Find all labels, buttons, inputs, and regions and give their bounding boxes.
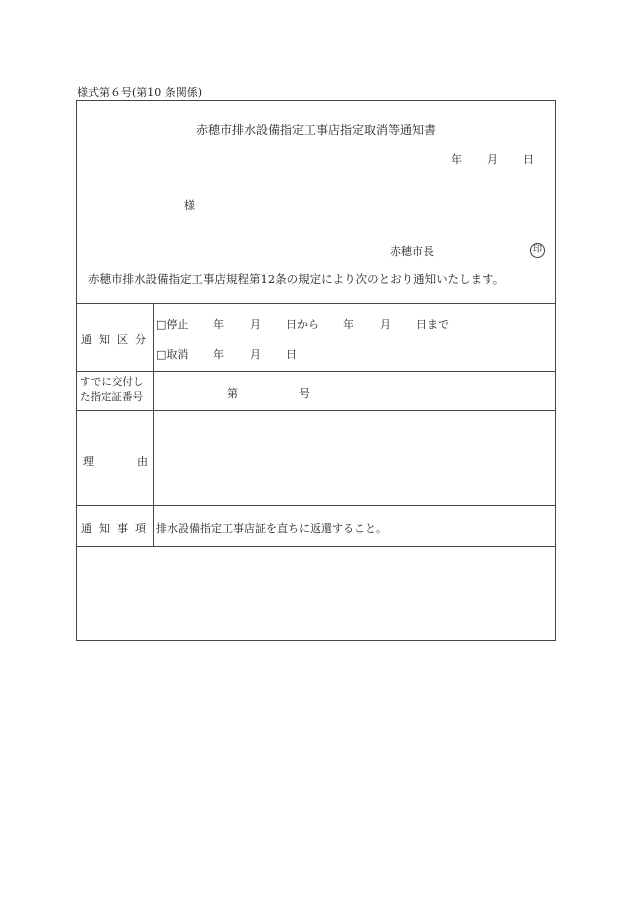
seal-mark: 印: [530, 243, 545, 258]
date-year: 年: [451, 153, 462, 166]
revoke-day: 日: [286, 348, 297, 361]
form-number-label: 様式第６号(第10 条関係): [77, 86, 203, 99]
notice-items-value: 排水設備指定工事店証を直ちに返還すること。: [156, 522, 387, 535]
body-text: 赤穂市排水設備指定工事店規程第12条の規定により次のとおり通知いたします。: [88, 272, 505, 286]
divider: [77, 303, 555, 304]
suspend-month2: 月: [380, 318, 391, 331]
remarks-area[interactable]: [81, 551, 551, 636]
date-day: 日: [523, 153, 534, 166]
issuer-name: 赤穂市長: [390, 245, 434, 258]
column-divider: [153, 303, 154, 546]
divider: [77, 371, 555, 372]
cert-number-label-line1: すでに交付し: [80, 376, 144, 388]
revoke-year: 年: [213, 348, 224, 361]
revoke-checkbox[interactable]: □取消: [156, 348, 189, 361]
date-month: 月: [487, 153, 498, 166]
notice-items-label: 通知事項: [81, 522, 153, 535]
cert-number-prefix: 第: [227, 387, 238, 400]
cert-number-suffix: 号: [299, 387, 310, 400]
suspend-day2-until: 日まで: [416, 318, 449, 331]
divider: [77, 410, 555, 411]
suspend-year1: 年: [213, 318, 224, 331]
reason-label-left: 理: [83, 455, 94, 468]
form-title: 赤穂市排水設備指定工事店指定取消等通知書: [195, 123, 436, 137]
notice-form: [76, 100, 556, 641]
seal-icon: [530, 242, 545, 258]
suspend-year2: 年: [343, 318, 354, 331]
suspend-checkbox[interactable]: □停止: [156, 318, 189, 331]
suspend-day1-from: 日から: [286, 318, 319, 331]
divider: [77, 505, 555, 506]
addressee-suffix: 様: [184, 199, 195, 212]
revoke-month: 月: [250, 348, 261, 361]
notice-type-label: 通知区分: [81, 333, 153, 346]
cert-number-label-line2: た指定証番号: [80, 391, 143, 403]
reason-field[interactable]: [157, 415, 551, 501]
suspend-month1: 月: [250, 318, 261, 331]
divider: [77, 546, 555, 547]
reason-label-right: 由: [137, 455, 148, 468]
cert-number-label: [80, 375, 143, 405]
